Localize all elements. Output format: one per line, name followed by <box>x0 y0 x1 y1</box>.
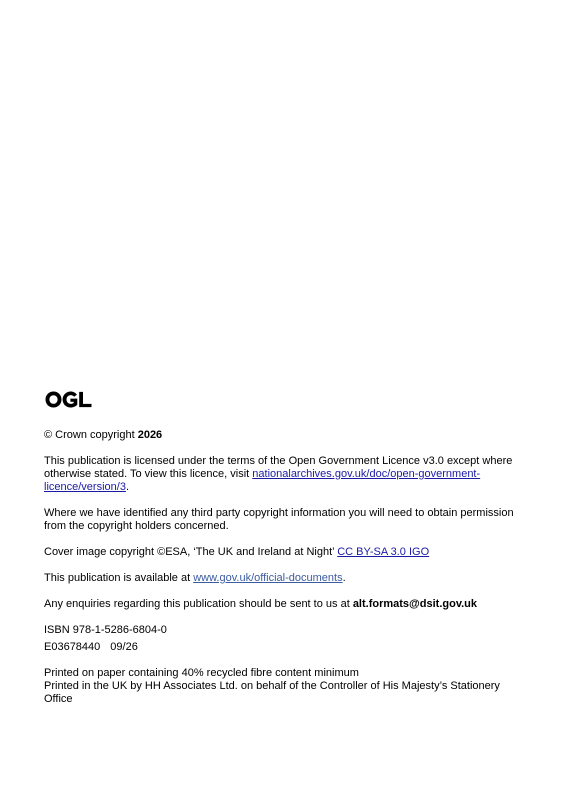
official-documents-link[interactable]: www.gov.uk/official-documents <box>193 572 343 584</box>
copyright-notice <box>44 429 524 442</box>
enquiries-paragraph <box>44 598 524 611</box>
copyright-prefix: © Crown copyright <box>44 429 138 441</box>
cc-licence-link[interactable]: CC BY-SA 3.0 IGO <box>337 546 430 558</box>
cover-image-paragraph <box>44 546 524 559</box>
reference-date: 09/26 <box>110 641 138 653</box>
licence-paragraph <box>44 455 524 494</box>
availability-text-end: . <box>342 572 346 584</box>
licence-text-end: . <box>125 481 129 493</box>
copyright-year: 2026 <box>137 429 163 441</box>
cover-image-text: Cover image copyright ©ESA, ‘The UK and Ireland at Night’ <box>44 546 338 558</box>
reference-code: E03678440 <box>44 641 101 653</box>
third-party-paragraph: Where we have identified any third party copyright information you will need to obtain permission from the copyright holders concerned. <box>44 507 514 532</box>
enquiries-email: alt.formats@dsit.gov.uk <box>352 598 478 610</box>
ogl-logo-icon <box>44 388 93 412</box>
enquiries-text: Any enquiries regarding this publication should be sent to us at <box>44 598 353 610</box>
licence-link[interactable]: nationalarchives.gov.uk/doc/open-government-licence/version/3 <box>44 468 481 493</box>
availability-paragraph <box>44 572 524 585</box>
reference-line <box>44 641 524 654</box>
availability-text: This publication is available at <box>44 572 194 584</box>
paper-notice: Printed on paper containing 40% recycled fibre content minimum <box>44 667 359 679</box>
licence-text: This publication is licensed under the terms of the Open Government Licence v3.0 except where otherwise stated. To view this licence, visit <box>44 455 513 480</box>
printer-notice: Printed in the UK by HH Associates Ltd. on behalf of the Controller of His Majesty’s Stationery Office <box>44 680 500 705</box>
imprint-page <box>44 388 524 706</box>
isbn: ISBN 978-1-5286-6804-0 <box>44 624 167 636</box>
